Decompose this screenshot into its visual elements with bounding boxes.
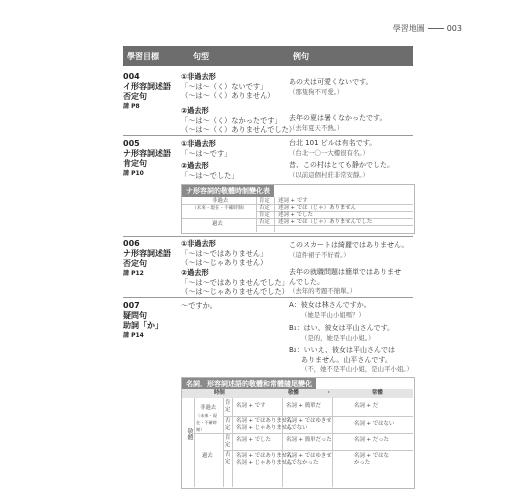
pattern-line: 「〜は〜ではありませんでした」 <box>181 277 289 287</box>
pattern-line: （〜は〜（く）ありませんでした） <box>181 125 297 134</box>
pattern-007 <box>181 301 217 311</box>
table-group: 過去 <box>212 221 223 227</box>
example-007-a <box>289 301 371 320</box>
cell-line: 名詞 + だ <box>354 403 379 409</box>
goal-subtopic: 否定句 <box>123 92 147 101</box>
pattern-title: ②過去形 <box>181 106 209 115</box>
example-zh: （不，她不是平山小姐，是山平小姐。） <box>301 365 413 373</box>
goal-006 <box>123 239 171 279</box>
table-rule <box>195 433 413 434</box>
pattern-006-2 <box>181 268 289 297</box>
pattern-title: ①非過去形 <box>181 239 216 248</box>
example-jp: あの犬は可愛くないです。 <box>289 78 373 86</box>
pattern-004-2 <box>181 106 296 135</box>
table-group: 非過去 <box>212 198 229 204</box>
page-number: 003 <box>446 24 462 33</box>
table-rule <box>274 197 275 232</box>
table-header <box>123 46 413 66</box>
table-polarity: 肯定 <box>225 435 231 448</box>
keitai-cell <box>236 453 292 467</box>
cell-line: んでなかった <box>286 460 319 466</box>
goal-subtopic: 肯定句 <box>123 159 147 168</box>
pattern-title: ①非過去形 <box>181 139 216 148</box>
running-head-dash <box>428 28 444 29</box>
table-title: ナ形容詞的敬體時制變化表 <box>182 185 274 197</box>
goal-number: 005 <box>123 139 140 148</box>
goal-ref: 請 P8 <box>123 103 140 110</box>
table-group-sub: （未來・現在・不確時制） <box>192 206 248 211</box>
pattern-006-1 <box>181 239 267 268</box>
example-jp: んでした。 <box>289 277 324 286</box>
running-head <box>393 23 462 34</box>
pattern-title: ②過去形 <box>181 268 209 277</box>
example-jp: B₂：いいえ、彼女は平山さんでは <box>289 346 396 354</box>
table-form: 述詞 + では（じゃ）ありませんでした <box>278 219 373 225</box>
example-007-b2 <box>289 346 413 375</box>
pattern-line: 〜ですか。 <box>181 301 217 310</box>
table-polarity: 否定 <box>225 452 231 465</box>
table-polarity: 否定 <box>259 205 270 211</box>
cell-line: 名詞 + じゃありません <box>236 460 293 466</box>
table-rule <box>224 450 413 451</box>
joutai-cell <box>354 421 394 428</box>
table-group: 非過去 <box>200 405 217 411</box>
cell-line: 名詞 + ではない <box>354 421 395 427</box>
example-jp: A：彼女は林さんですか。 <box>289 301 371 309</box>
running-head-section: 學習地圖 <box>392 24 425 33</box>
goal-subtopic: 助詞「か」 <box>123 321 163 330</box>
example-jp: 昔、この村はとても静かでした。 <box>289 161 394 169</box>
table-group-sub: （未來・現在・不確時制） <box>196 413 217 432</box>
example-jp: ありません。山平さんです。 <box>301 355 392 364</box>
goal-005 <box>123 139 171 179</box>
cell-line: 名詞 + だった <box>354 437 389 443</box>
table-polarity: 否定 <box>259 219 270 225</box>
table-rule <box>194 398 195 487</box>
cell-line: 名詞 + でした <box>236 437 271 443</box>
example-zh: （去年的考題不簡單。） <box>289 287 357 295</box>
mid-cell <box>286 453 332 467</box>
pattern-line: 「〜は〜ではありません」 <box>181 248 268 258</box>
mid-cell <box>286 437 332 444</box>
table-rule <box>224 416 413 417</box>
table-polarity: 肯定 <box>259 198 270 204</box>
cell-line: 名詞 + 簡單だ <box>286 403 321 409</box>
pattern-line: （〜は〜じゃありませんでした） <box>181 287 289 296</box>
table-form: 述詞 + では（じゃ）ありません <box>278 205 357 211</box>
pattern-005-1 <box>181 139 231 158</box>
table-title: 名詞．形容詞述語的敬體和常體隨尾變化 <box>182 378 316 390</box>
example-jp: 台北 101 ビルは有名です。 <box>289 139 377 147</box>
joutai-cell <box>354 437 389 444</box>
example-006-1 <box>289 241 408 260</box>
pattern-line: （〜は〜じゃありません） <box>181 258 268 267</box>
pattern-line: 「〜は〜（く）ないです」 <box>181 81 268 91</box>
goal-number: 006 <box>123 239 140 248</box>
example-jp: 去年の就職問題は簡単ではありませ <box>289 268 401 276</box>
pattern-line: （〜は〜（く）ありません） <box>181 91 275 100</box>
example-zh: （台北一〇一大樓很有名。） <box>289 148 369 157</box>
cell-line: 名詞 + です <box>236 403 266 409</box>
example-006-2 <box>289 268 401 297</box>
pattern-line: 「〜は〜でした」 <box>181 170 239 180</box>
mid-cell <box>286 418 332 432</box>
example-004-1 <box>289 78 372 97</box>
col-header: 常體 <box>372 390 383 396</box>
table-rule <box>223 398 224 487</box>
joutai-cell <box>354 453 389 467</box>
table-polarity: 否定 <box>225 418 231 431</box>
header-goal: 學習目標 <box>127 52 159 61</box>
col-header: 敬體 <box>288 390 299 396</box>
goal-ref: 請 P14 <box>123 332 144 339</box>
example-zh: （去年夏天不熱。） <box>289 123 344 132</box>
goal-topic: イ形容詞述語 <box>123 82 171 91</box>
goal-number: 007 <box>123 301 140 310</box>
example-005-1 <box>289 139 376 158</box>
pattern-line: 「〜は〜（く）なかったです」 <box>181 115 282 125</box>
goal-ref: 請 P10 <box>123 170 144 177</box>
cell-line: 名詞 + ではな <box>354 453 389 459</box>
section-divider <box>123 236 413 237</box>
example-005-2 <box>289 161 394 180</box>
example-zh: （她是平山小姐嗎？） <box>301 310 365 319</box>
header-pattern: 句型 <box>193 52 209 61</box>
example-jp: 去年の夏は暑くなかったです。 <box>289 114 387 122</box>
table-form: 述詞 + です <box>278 198 308 204</box>
table-polarity: 肯定 <box>225 400 231 413</box>
side-label: 敬體 <box>186 428 193 440</box>
cell-line: 名詞 + ではありません <box>236 453 293 459</box>
goal-number: 004 <box>123 72 140 81</box>
mid-cell <box>286 403 321 410</box>
keitai-cell <box>236 437 271 444</box>
table-group: 過去 <box>202 453 213 459</box>
goal-subtopic: 否定句 <box>123 259 147 268</box>
pattern-005-2 <box>181 161 239 180</box>
cell-line: かった <box>354 460 371 466</box>
table-rule <box>332 398 333 487</box>
keitai-cell <box>236 403 266 410</box>
pattern-line: 「〜は〜です」 <box>181 148 232 158</box>
cell-line: 名詞 + ではゆきせ <box>286 418 332 424</box>
example-zh: （那隻狗不可愛。） <box>289 87 344 96</box>
pattern-004-1 <box>181 72 274 101</box>
goal-topic: ナ形容詞述語 <box>123 149 171 158</box>
cell-line: 名詞 + 簡単だった <box>286 437 332 443</box>
goal-topic: ナ形容詞述語 <box>123 249 171 258</box>
goal-topic: 疑問句 <box>123 311 147 320</box>
table-polarity: 肯定 <box>259 212 270 218</box>
pattern-title: ②過去形 <box>181 161 209 170</box>
joutai-cell <box>354 403 378 410</box>
table-rule <box>282 398 283 487</box>
keitai-cell <box>236 418 292 432</box>
section-divider <box>123 135 413 136</box>
example-007-b1 <box>289 324 394 343</box>
cell-line: んでない <box>286 425 308 431</box>
example-zh: （是的，她是平山小姐。） <box>301 333 375 342</box>
goal-004 <box>123 72 171 112</box>
example-jp: B₁：はい、彼女は平山さんです。 <box>289 324 395 332</box>
example-004-2 <box>289 114 386 133</box>
col-header: ・ <box>326 390 332 396</box>
header-example: 例句 <box>293 52 309 61</box>
example-zh: （以前這個村莊非常安靜。） <box>289 170 369 179</box>
cell-line: 名詞 + じゃありません <box>236 425 293 431</box>
cell-line: 名詞 + ではありません <box>236 418 293 424</box>
table-rule <box>256 197 257 232</box>
cell-line: 名詞 + ではゆきせ <box>286 453 332 459</box>
table-form: 述詞 + でした <box>278 212 313 218</box>
example-jp: このスカートは綺麗ではありません。 <box>289 241 409 249</box>
col-header: 時制 <box>214 390 225 396</box>
goal-007 <box>123 301 163 341</box>
example-zh: （這件裙子不好看。） <box>289 250 350 259</box>
table-rule <box>232 398 233 487</box>
pattern-title: ①非過去形 <box>181 72 216 81</box>
goal-ref: 請 P12 <box>123 270 144 277</box>
section-divider <box>123 297 413 298</box>
